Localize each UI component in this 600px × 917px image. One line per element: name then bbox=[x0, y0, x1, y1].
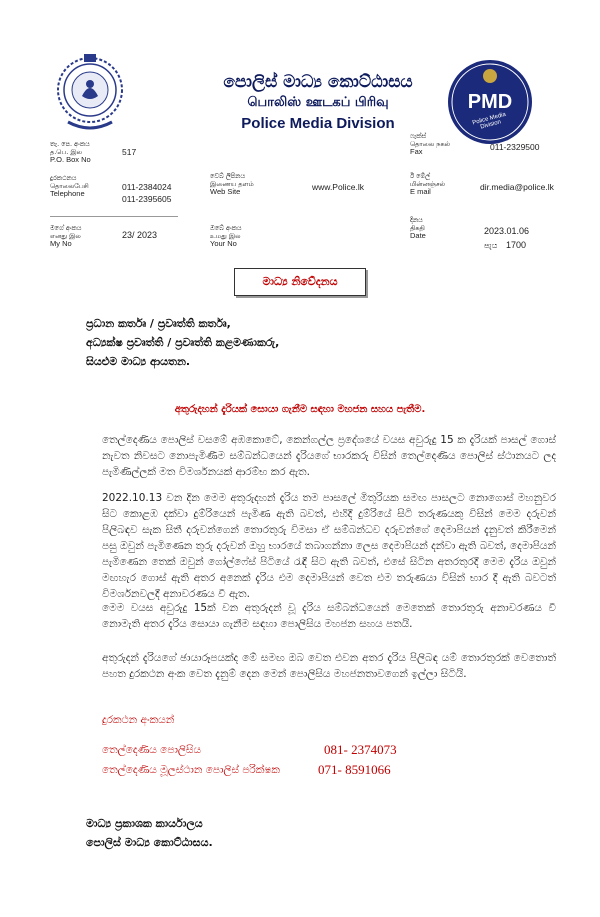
body-paragraph-3: මෙම වයස අවුරුදු 15ක් වන අතුරුදන් වූ දැරිය සම්බන්ධයෙන් මෙතෙක් තොරතුරු අනාවරණය වී නොමැති අතර දැරිය සොයා ගැනීම සඳහා පොලිසිය මහජන සහය පතයි. bbox=[102, 602, 556, 630]
pobox-label: තැ. පෙ. අංකය த.பெ. இல P.O. Box No bbox=[50, 140, 91, 164]
my-no-value: 23/ 2023 bbox=[122, 230, 158, 240]
time-row bbox=[484, 240, 526, 251]
signature-block bbox=[86, 814, 213, 852]
telephone-value-1: 011-2384024 bbox=[122, 182, 172, 192]
pmd-logo bbox=[446, 58, 534, 146]
pobox-value: 517 bbox=[122, 147, 137, 157]
contact-name-2: තෙල්දෙණිය මූලස්ථාන පොලිස් පරික්ෂක bbox=[102, 764, 280, 776]
pmd-logo-text: PMD bbox=[467, 91, 513, 113]
telephone-value-2: 011-2395605 bbox=[122, 194, 172, 204]
date-label: දිනය திகதி Date bbox=[410, 216, 426, 240]
your-no-label: ඔබේ අංකය உமது இல Your No bbox=[210, 224, 242, 248]
contact-phone-1: 081- 2374073 bbox=[324, 742, 397, 757]
telephone-label: දුරකථනය தொலைபேசி Telephone bbox=[50, 174, 89, 198]
signature-line: මාධ්‍ය ප්‍රකාශක කාර්යාලය bbox=[86, 817, 203, 830]
time-value: 1700 bbox=[505, 240, 526, 250]
addressee-line: සියළුම මාධ්‍ය ආයතන. bbox=[86, 355, 191, 368]
police-emblem-logo bbox=[54, 52, 126, 132]
header-title-tamil: பொலிஸ் ஊடகப் பிரிவு bbox=[247, 95, 389, 110]
time-label: පැය bbox=[484, 241, 498, 250]
body-paragraph-4: අතුරුදන් දැරියගේ ඡායාරූපයක්ද මේ සමඟ ඔබ වෙත එවන අතර දැරිය පිලිබඳ යම් තොරතුරක් වෙතොත් පහත දුරකථන අංක වෙත දැනුම් දෙන මෙන් පොලිසිය මහජනතාවගෙන් ඉල්ලා සිටියි. bbox=[102, 652, 556, 680]
pmd-logo-subtext: Police Media Division bbox=[471, 111, 507, 131]
website-link[interactable]: www.Police.lk bbox=[312, 182, 364, 192]
subject-line: අතුරුදහන් දැරියක් සොයා ගැනීම සඳහා මහජන සහය පැතීම. bbox=[174, 404, 426, 415]
email-link[interactable]: dir.media@police.lk bbox=[480, 182, 554, 192]
contact-name-1: තෙල්දෙණිය පොලිසිය bbox=[102, 744, 202, 756]
signature-line: පොලිස් මාධ්‍ය කොට්ඨාසය. bbox=[86, 836, 213, 849]
divider bbox=[50, 216, 178, 217]
contact-phone-2: 071- 8591066 bbox=[318, 762, 391, 777]
fax-value: 011-2329500 bbox=[490, 142, 540, 152]
body-paragraph-2: 2022.10.13 වන දින මෙම අතුරුදහන් දැරිය තම පාසලේ මිතුරියක සමඟ පාසලට නොගොස් මහනුවර සිට කොළඹ දක්වා දුම්රියෙන් පැමිණ ඇති බවත්, එහිදී දුම්රියේ සිටි තරුණයකු විසින් මෙම දරුවන් පිලිබඳව සැක සිතී දරුවන්ගෙන් තොරතුරු විමසා ඒ සම්බන්ධව දරුවන්ගේ දෙමාපියන් දැනුවත් කිරීමෙන් පසු ඔවුන් පැමිණෙන තුරු දරුවන් ඔහු භාරයේ තබාගන්නා ලෙස දෙමාපියන් දන්වා ඇති බවත්, දෙමාපියන් පැමිණෙන තෙක් ඔවුන් ගෝල්ෆේස් පිටියේ රැඳී සිට ඇති බවත්, එසේ සිටින අතරතුරදී මෙම දැරිය ඔවුන් මඟහැර ගොස් ඇති අතර අනෙක් දැරිය එම දෙමාපියන් වෙත එම තරුණයා විසින් භාර දී ඇති බවටත් විමර්ශනවලදී අනාවරණය වී ඇත. bbox=[102, 492, 556, 600]
email-label: ඊ මේල් மின்னஞ்சல் E mail bbox=[410, 172, 445, 196]
my-no-label: මගේ අංකය எனது இல My No bbox=[50, 224, 82, 248]
web-label: වෙබ් ලිපිනය இணைய தளம் Web Site bbox=[210, 172, 254, 196]
addressee-line: අධ්‍යක්ෂ ප්‍රවෘත්ති / ප්‍රවෘත්ති කළමණාකරු, bbox=[86, 336, 280, 349]
fax-label: ෆැක්ස් தொலை நகல் Fax bbox=[410, 132, 451, 156]
contacts-heading: දුරකථන අංකයන් bbox=[102, 714, 175, 726]
addressee-line: ප්‍රධාන කර්තෘ / ප්‍රවෘත්ති කර්තෘ, bbox=[86, 317, 231, 330]
date-value: 2023.01.06 bbox=[484, 226, 530, 236]
media-release-title: මාධ්‍ය නිවේදනය bbox=[234, 268, 366, 296]
header-title-english: Police Media Division bbox=[241, 115, 395, 132]
addressee-list bbox=[86, 314, 279, 371]
header-title-sinhala: පොලිස් මාධ්‍ය කොට්ඨාසය bbox=[223, 72, 413, 92]
body-paragraph-1: තෙල්දෙණිය පොලිස් වසමේ අඹකොටේ, කෙන්ගල්ල ප්‍රදේශයේ වයස අවුරුදු 15 ක දැරියක් පාසල් ගොස් නැවත නිවසට නොපැමිණීම සම්බන්ධයෙන් දැරියගේ භාරකරු විසින් තෙල්දෙණිය පොලිස් ස්ථානයට ලද පැමිණිල්ලක් මත විමර්ශනයක් ආරම්භ කර ඇත. bbox=[102, 434, 556, 478]
